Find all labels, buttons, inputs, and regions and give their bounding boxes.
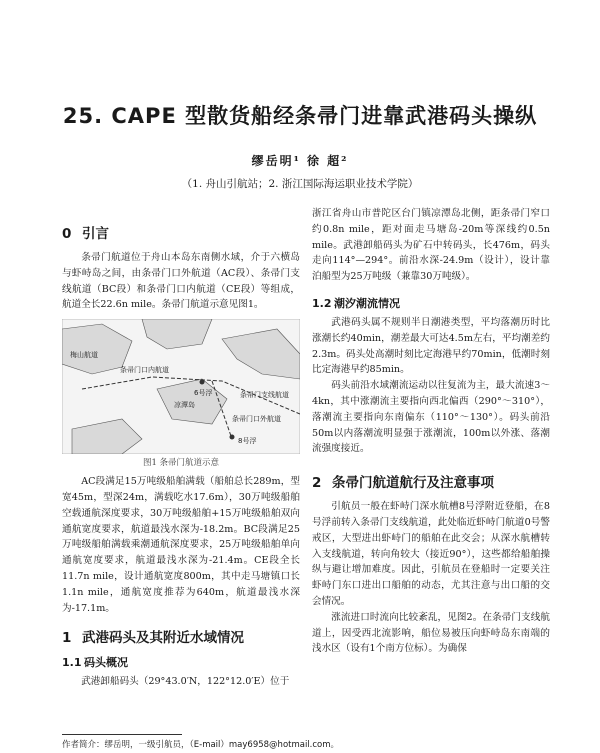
section-number: 1 — [62, 630, 72, 647]
subsection-title: 潮汐潮流情况 — [334, 296, 400, 310]
section-heading-navigation — [312, 471, 550, 491]
subsection-number: 1.2 — [312, 296, 332, 310]
section-number: 0 — [62, 226, 72, 242]
paragraph-channel-sections: AC段满足15万吨级船舶满载（船舶总长289m，型宽45m，型深24m，满载吃水17.6m），30万吨级船舶空载通航深度要求，30万吨级船舶+15万吨级船舶双向通航宽度要求，航道最浅水深为-18.2m。BC段满足25万吨级船舶满载乘潮通航深度要求，25万吨级船舶单向通航宽度要求，航道最浅水深为-21.4m。CE段全长11.7n mile，设计通航宽度800m，其中走马塘镇口长1.1n mile，通航宽度推荐为640m，航道最浅水深为-17.1m。 — [62, 476, 300, 614]
paragraph-tide-type: 武港码头属不规则半日潮港类型，平均落潮历时比涨潮长约40min，潮差最大可达4.5m左右，平均潮差约2.3m。码头处高潮时刻比定海港早约70min，低潮时刻比定海港早约85min。 — [312, 316, 550, 376]
footnote-divider — [62, 734, 182, 735]
map-label: 梅山航道 — [70, 351, 98, 360]
section-title: 引言 — [82, 226, 109, 242]
buoy-marker — [230, 435, 235, 440]
map-label: 6号浮 — [194, 389, 213, 398]
channel-map — [62, 319, 300, 454]
paragraph-terminal-start: 武港卸船码头（29°43.0′N，122°12.0′E）位于 — [81, 676, 290, 688]
affiliation: （1. 舟山引航站；2. 浙江国际海运职业技术学院） — [181, 178, 419, 190]
section-title: 条帚门航道航行及注意事项 — [332, 475, 494, 492]
section-number: 2 — [312, 475, 322, 492]
subsection-title: 码头概况 — [84, 656, 128, 670]
map-label: 条帚门支线航道 — [240, 391, 289, 400]
buoy-marker — [200, 380, 205, 385]
right-column — [312, 206, 550, 657]
figure-caption: 图1 条帚门航道示意 — [142, 458, 220, 469]
figure-1 — [62, 319, 300, 468]
map-label: 条帚门口内航道 — [120, 366, 169, 375]
subsection-heading-tides — [312, 295, 550, 311]
authors: 缪岳明¹ 徐 超² — [251, 154, 349, 168]
paragraph-tidal-current: 码头前沿水域潮流运动以往复流为主，最大流速3～4kn，其中涨潮流主要指向西北偏西（290°～310°），落潮流主要指向东南偏东（110°～130°）。码头前沿50m以内落潮流明显强于涨潮流，100m以外涨、落潮流强度接近。 — [312, 380, 550, 455]
paragraph-terminal-continued: 浙江省舟山市普陀区台门镇凉潭岛北侧，距条帚门窄口约0.8n mile，距对面走马塘岛-20m等深线约0.5n mile。武港卸船码头为矿石中转码头，长476m，码头走向114°—294°。前沿水深-24.9m（设计），设计靠泊船型为25万吨级（兼靠30万吨级）。 — [312, 208, 550, 283]
author-footnote: 作者简介：缪岳明，一级引航员，（E-mail）may6958@hotmail.com。 — [62, 740, 340, 750]
paragraph-flood-flow: 涨流进口时流向比较紊乱，见图2。在条帚门支线航道上，因受西北流影响，船位易被压向虾峙岛东南端的浅水区（设有1个南方位标）。为确保 — [312, 611, 550, 655]
section-heading-terminal — [62, 626, 300, 646]
section-title: 武港码头及其附近水域情况 — [82, 630, 244, 647]
map-label: 8号浮 — [238, 437, 257, 446]
subsection-number: 1.1 — [62, 656, 82, 670]
map-label: 条帚门口外航道 — [232, 415, 281, 424]
section-heading-intro — [62, 222, 300, 242]
paragraph-intro: 条帚门航道位于舟山本岛东南侧水域，介于六横岛与虾峙岛之间，由条帚门口外航道（AC段）、条帚门支线航道（BC段）和条帚门口内航道（CE段）等组成，航道全长22.6n mile。条帚门航道示意见图1。 — [62, 252, 300, 311]
map-label: 凉潭岛 — [174, 401, 195, 410]
paper-title: 25. CAPE 型散货船经条帚门进靠武港码头操纵 — [62, 104, 538, 128]
subsection-heading-overview — [62, 654, 300, 670]
paragraph-pilot-boarding: 引航员一般在虾峙门深水航槽8号浮附近登船，在8号浮前转入条帚门支线航道，此处临近虾峙门航道0号警戒区，大型进出虾峙门的船舶在此交会；从深水航槽转入支线航道，转向角较大（接近90°），这些都给船舶操纵与避让增加难度。因此，引航员在登船时一定要关注虾峙门东口进出口船舶的动态，尤其注意与出口船的交会情况。 — [312, 501, 550, 607]
left-column — [62, 212, 300, 690]
